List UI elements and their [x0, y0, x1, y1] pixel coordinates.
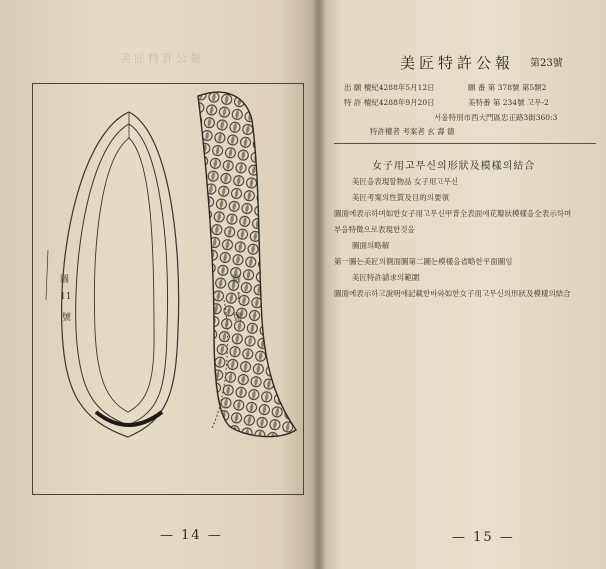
figure-label-right-2: 1	[236, 292, 242, 302]
journal-title: 美匠特許公報	[400, 54, 515, 72]
holder-address: 서울特別市西大門區忠正路3街360:3	[434, 113, 558, 122]
figure-label-left-2: 11	[60, 292, 72, 302]
body-line: 美匠特許請求의範圍	[352, 273, 420, 282]
book-gutter	[312, 0, 326, 569]
body-line: 圖面의略解	[352, 241, 390, 250]
apply-number: 願 番 第 378號 第5類2	[468, 83, 547, 92]
body-line: 부을特徵으로表現한것을	[334, 225, 415, 234]
figure-label-left-3: 號	[62, 313, 72, 323]
design-title: 女子用고무신의形狀及模樣의結合	[372, 161, 536, 172]
right-page-number: — 15 —	[452, 530, 515, 545]
grant-date: 特 許 檀紀4288年9月20日	[344, 98, 435, 107]
issue-number: 第23號	[530, 58, 563, 69]
grant-number: 美特番 第 234號 고무-2	[468, 98, 549, 107]
body-line: 圖面에表示하며如한女子用고무신甲背全表面에花瓣狀模樣을全表示하며	[334, 209, 572, 218]
bleed-through-header: 美匠特許公報	[120, 52, 204, 65]
body-line: 美匠을表現할物品 女子用고무신	[352, 177, 459, 186]
left-page-number: — 14 —	[160, 528, 223, 543]
body-line: 圖面에表示하고說明에記載한바와如한女子用고무신의形狀及模樣의結合	[334, 289, 571, 298]
patent-holder: 特許權者 考案者 玄 壽 德	[370, 127, 455, 136]
figure-label-right-3: 號	[233, 313, 243, 323]
apply-date: 出 願 檀紀4288年5月12日	[344, 83, 435, 92]
shoe-side-view	[198, 92, 296, 436]
figure-label-right-1: 圖	[232, 275, 242, 285]
body-line: 美匠考案의性質及目的의要領	[352, 193, 449, 202]
body-line: 第一圖는美匠의側面圖第二圖는模樣을省略한平面圖임	[334, 257, 513, 266]
header-rule	[334, 143, 596, 144]
figure-label-left-1: 圖	[60, 275, 70, 285]
